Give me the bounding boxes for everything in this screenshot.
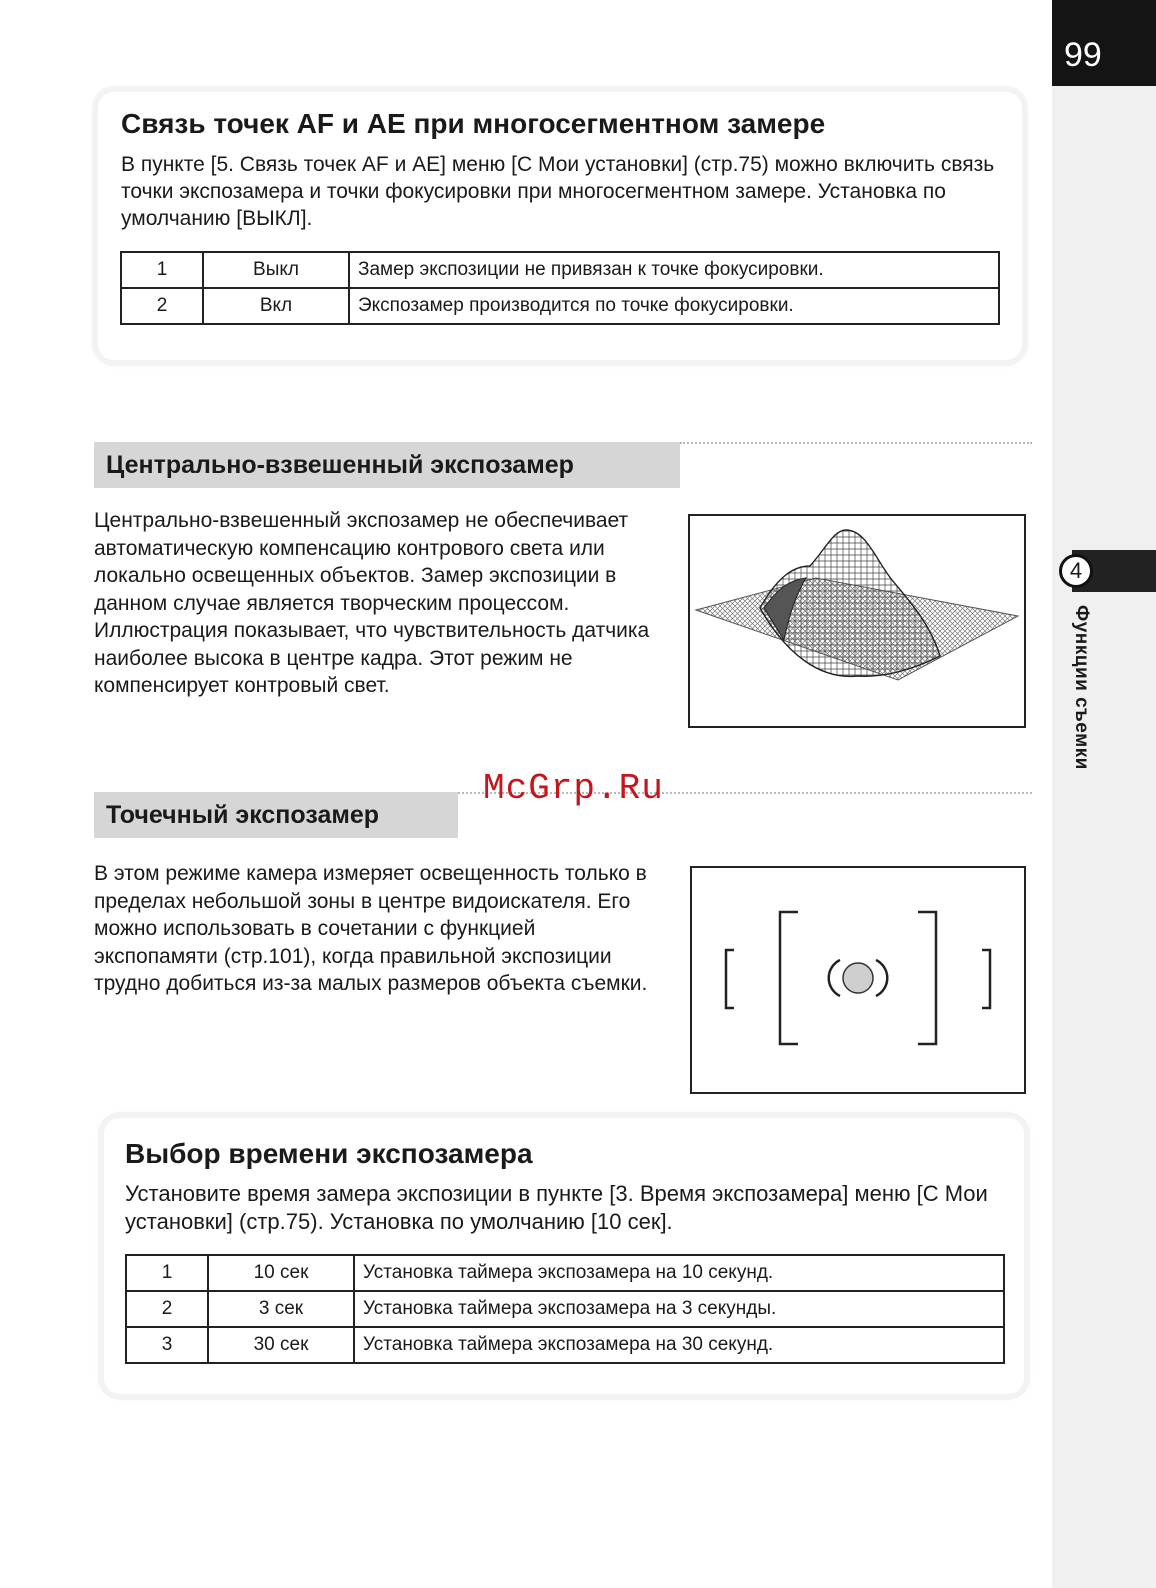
option-description: Установка таймера экспозамера на 3 секунды. [354,1291,1004,1327]
spot-heading: Точечный экспозамер [94,792,458,838]
meter-time-options-table [125,1254,1005,1364]
chapter-title: Функции съемки [1071,605,1092,770]
option-value: 10 сек [208,1255,354,1291]
section-rule [680,442,1032,444]
option-number: 1 [121,252,203,288]
option-value: 3 сек [208,1291,354,1327]
option-description: Установка таймера экспозамера на 10 секунд. [354,1255,1004,1291]
option-value: Выкл [203,252,349,288]
spot-metering-illustration [690,866,1026,1094]
viewfinder-frame-graphic [692,868,1024,1092]
table-row [126,1291,1004,1327]
af-ae-description: В пункте [5. Связь точек AF и AE] меню [C Мои установки] (стр.75) можно включить связь точки экспозамера и точки фокусировки при многосегментном замере. Установка по умолчанию [ВЫКЛ]. [121,153,995,230]
spot-text: В этом режиме камера измеряет освещенность только в пределах небольшой зоны в центре видоискателя. Его можно использовать в сочетании с функцией экспопамяти (стр.101), когда правильной экспозиции трудно добиться из-за малых размеров объекта съемки. [94,862,648,995]
option-value: Вкл [203,288,349,324]
chapter-number: 4 [1059,554,1093,588]
center-weighted-illustration [688,514,1026,728]
table-row [126,1327,1004,1363]
center-weighted-heading: Центрально-взвешенный экспозамер [94,442,680,488]
center-weighted-text: Центрально-взвешенный экспозамер не обеспечивает автоматическую компенсацию контрового света или локально освещенных объектов. Замер экспозиции в данном случае является творческим процессом. Иллюстрация показывает, что чувствительность датчика наиболее высока в центре кадра. Этот режим не компенсирует контровый свет. [94,509,650,697]
option-number: 2 [121,288,203,324]
option-number: 3 [126,1327,208,1363]
option-number: 1 [126,1255,208,1291]
table-row [121,252,999,288]
option-description: Экспозамер производится по точке фокусировки. [349,288,999,324]
chapter-edge-tab [1052,0,1156,1588]
watermark: McGrp.Ru [483,768,664,809]
option-description: Замер экспозиции не привязан к точке фокусировки. [349,252,999,288]
option-value: 30 сек [208,1327,354,1363]
meter-time-title: Выбор времени экспозамера [125,1138,533,1169]
table-row [121,288,999,324]
meter-time-description: Установите время замера экспозиции в пункте [3. Время экспозамера] меню [C Мои установки] (стр.75). Установка по умолчанию [10 сек]. [125,1181,988,1234]
sensitivity-mesh-graphic [690,516,1024,726]
af-ae-options-table [120,251,1000,325]
page-number: 99 [1064,36,1102,74]
option-description: Установка таймера экспозамера на 30 секунд. [354,1327,1004,1363]
af-ae-title: Связь точек AF и AE при многосегментном замере [121,108,826,139]
option-number: 2 [126,1291,208,1327]
table-row [126,1255,1004,1291]
